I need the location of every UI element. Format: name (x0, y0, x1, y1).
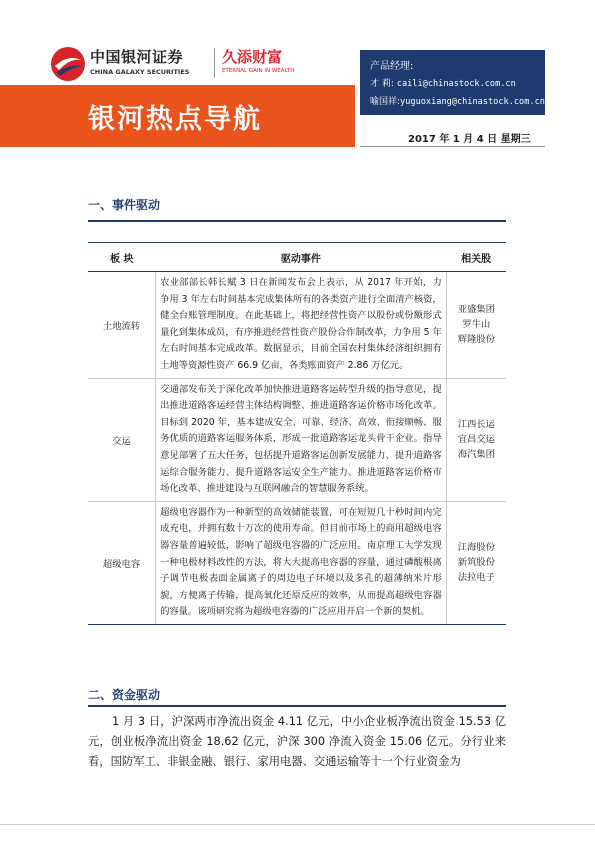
section-rule (88, 705, 506, 707)
table-row (88, 272, 506, 379)
stock-name: 海汽集团 (457, 449, 495, 461)
stock-name: 罗牛山 (462, 319, 491, 331)
stock-name: 江西长运 (457, 419, 495, 431)
section-title-event-driven: 一、事件驱动 (88, 198, 161, 212)
header-rule (360, 114, 545, 115)
table-row (88, 501, 506, 624)
stocks-cell (446, 378, 506, 501)
manager-contact (370, 94, 545, 107)
footer-rule (0, 824, 595, 825)
column-header-plate: 板 块 (88, 243, 156, 272)
report-title: 银河热点导航 (88, 104, 262, 135)
stock-name: 法拉电子 (457, 572, 495, 584)
plate-cell: 土地流转 (88, 272, 156, 379)
product-manager-label: 产品经理: (370, 61, 414, 72)
sub-brand-slogan: ETERNAL GAIN IN WEALTH (222, 68, 295, 74)
manager-name: 喻国祥: (370, 97, 401, 107)
manager-name: 才 莉: (370, 79, 394, 89)
plate-cell: 超级电容 (88, 501, 156, 624)
stock-name: 宜昌交运 (457, 434, 495, 446)
stock-name: 江海股份 (457, 542, 495, 554)
galaxy-logo-icon (50, 46, 86, 82)
logo-chinese-name: 中国银河证券 (90, 48, 184, 66)
column-header-stocks: 相关股 (446, 243, 506, 272)
table-row (88, 378, 506, 501)
stock-name: 辉隆股份 (457, 334, 495, 346)
stocks-cell (446, 501, 506, 624)
stock-name: 新筑股份 (457, 557, 495, 569)
logo-divider (214, 48, 215, 78)
section-rule (88, 220, 506, 222)
column-header-event: 驱动事件 (156, 243, 447, 272)
title-banner (0, 85, 355, 147)
company-logo (50, 44, 320, 84)
capital-flow-paragraph: 1 月 3 日，沪深两市净流出资金 4.11 亿元，中小企业板净流出资金 15.53 亿元，创业板净流出资金 18.62 亿元，沪深 300 净流入资金 15.06 亿元。分行业来看，国防军工、非银金融、银行、家用电器、交通运输等十一个行业资金为 (88, 715, 506, 768)
event-cell: 超级电容器作为一种新型的高效储能装置，可在短短几十秒时间内完成充电，并拥有数十万次的使用寿命。但目前市场上的商用超级电容器容量普遍较低，影响了超级电容器的广泛应用。南京理工大学发现一种电极材料改性的方法，将大大提高电容器的容量，通过磷酸根离子调节电极表面金属离子的周边电子环境以及多孔的超薄纳米片形貌，方便离子传输，提高氧化还原反应的效率，从而提高超级电容器的容量。该项研究将为超级电容器的广泛应用开启一个新的契机。 (156, 501, 447, 624)
report-date: 2017 年 1 月 4 日 星期三 (408, 134, 531, 145)
logo-english-name: CHINA GALAXY SECURITIES (90, 68, 190, 76)
manager-email[interactable]: yuguoxiang@chinastock.com.cn (400, 97, 545, 107)
table-header-row (88, 243, 506, 272)
stock-name: 亚盛集团 (457, 304, 495, 316)
date-rule (360, 146, 545, 147)
product-manager-box (360, 50, 545, 114)
event-driven-table (88, 242, 506, 625)
plate-cell: 交运 (88, 378, 156, 501)
event-cell: 农业部部长韩长赋 3 日在新闻发布会上表示，从 2017 年开始，力争用 3 年左右时间基本完成集体所有的各类资产进行全面清产核资，健全台账管理制度。在此基础上，将把经营性资产以股份或份额形式量化到集体成员，有序推进经营性资产股份合作制改革，力争用 5 年左右时间基本完成改革。数据显示，目前全国农村集体经济组织拥有土地等资源性资产 66.9 亿亩，各类账面资产 2.86 万亿元。 (156, 272, 447, 379)
manager-email[interactable]: caili@chinastock.com.cn (396, 79, 516, 89)
manager-contact (370, 76, 516, 89)
sub-brand-name: 久添财富 (222, 48, 283, 66)
stocks-cell (446, 272, 506, 379)
event-cell: 交通部发布关于深化改革加快推进道路客运转型升级的指导意见，提出推进道路客运经营主体结构调整、推进道路客运价格市场化改革。目标到 2020 年，基本建成安全、可靠、经济、高效、衔接顺畅、服务优质的道路客运服务体系，形成一批道路客运龙头骨干企业。指导意见部署了五大任务，包括提升道路客运创新发展能力、提升道路客运综合服务能力、提升道路客运安全生产能力、推进道路客运价格市场化改革、推进建设与互联网融合的智慧服务系统。 (156, 378, 447, 501)
section-title-capital-driven: 二、资金驱动 (88, 688, 161, 702)
